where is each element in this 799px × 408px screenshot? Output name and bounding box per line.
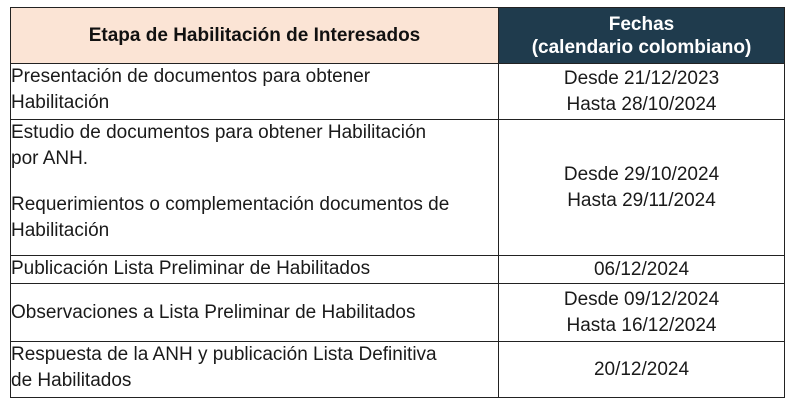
stage-cell [11, 120, 499, 256]
stage-text: Habilitación [11, 92, 110, 113]
schedule-table [10, 7, 785, 398]
stage-text: Presentación de documentos para obtener [11, 66, 371, 87]
stage-text: de Habilitados [11, 370, 132, 391]
stage-text: Estudio de documentos para obtener Habilitación [11, 122, 427, 143]
dates-column-header [499, 8, 785, 64]
paragraph-gap [11, 172, 498, 192]
table-row [11, 284, 785, 342]
date-single: 06/12/2024 [593, 258, 690, 280]
table-header-row [11, 8, 785, 64]
date-cell [499, 342, 785, 398]
table-row [11, 256, 785, 284]
table-row [11, 64, 785, 120]
stage-column-header [11, 8, 499, 64]
dates-column-title: Fechas [608, 13, 675, 35]
table-row [11, 342, 785, 398]
date-to: Hasta 16/12/2024 [566, 314, 717, 336]
stage-cell [11, 284, 499, 342]
date-cell [499, 120, 785, 256]
stage-text: por ANH. [11, 148, 89, 169]
stage-text: Observaciones a Lista Preliminar de Habilitados [11, 301, 416, 323]
date-single: 20/12/2024 [593, 358, 690, 380]
date-cell [499, 284, 785, 342]
stage-text: Respuesta de la ANH y publicación Lista Definitiva [11, 344, 437, 365]
dates-column-subtitle: (calendario colombiano) [531, 36, 752, 58]
stage-cell [11, 64, 499, 120]
stage-column-title: Etapa de Habilitación de Interesados [88, 24, 421, 46]
date-from: Desde 21/12/2023 [563, 67, 720, 89]
stage-text: Requerimientos o complementación documentos de [11, 194, 450, 215]
stage-cell [11, 342, 499, 398]
stage-text: Publicación Lista Preliminar de Habilitados [11, 258, 371, 279]
date-to: Hasta 29/11/2024 [567, 189, 716, 211]
stage-cell [11, 256, 499, 284]
date-to: Hasta 28/10/2024 [566, 93, 717, 115]
stage-text: Habilitación [11, 220, 110, 241]
date-cell [499, 256, 785, 284]
date-from: Desde 09/12/2024 [563, 288, 720, 310]
date-from: Desde 29/10/2024 [563, 163, 720, 185]
table-row [11, 120, 785, 256]
date-cell [499, 64, 785, 120]
